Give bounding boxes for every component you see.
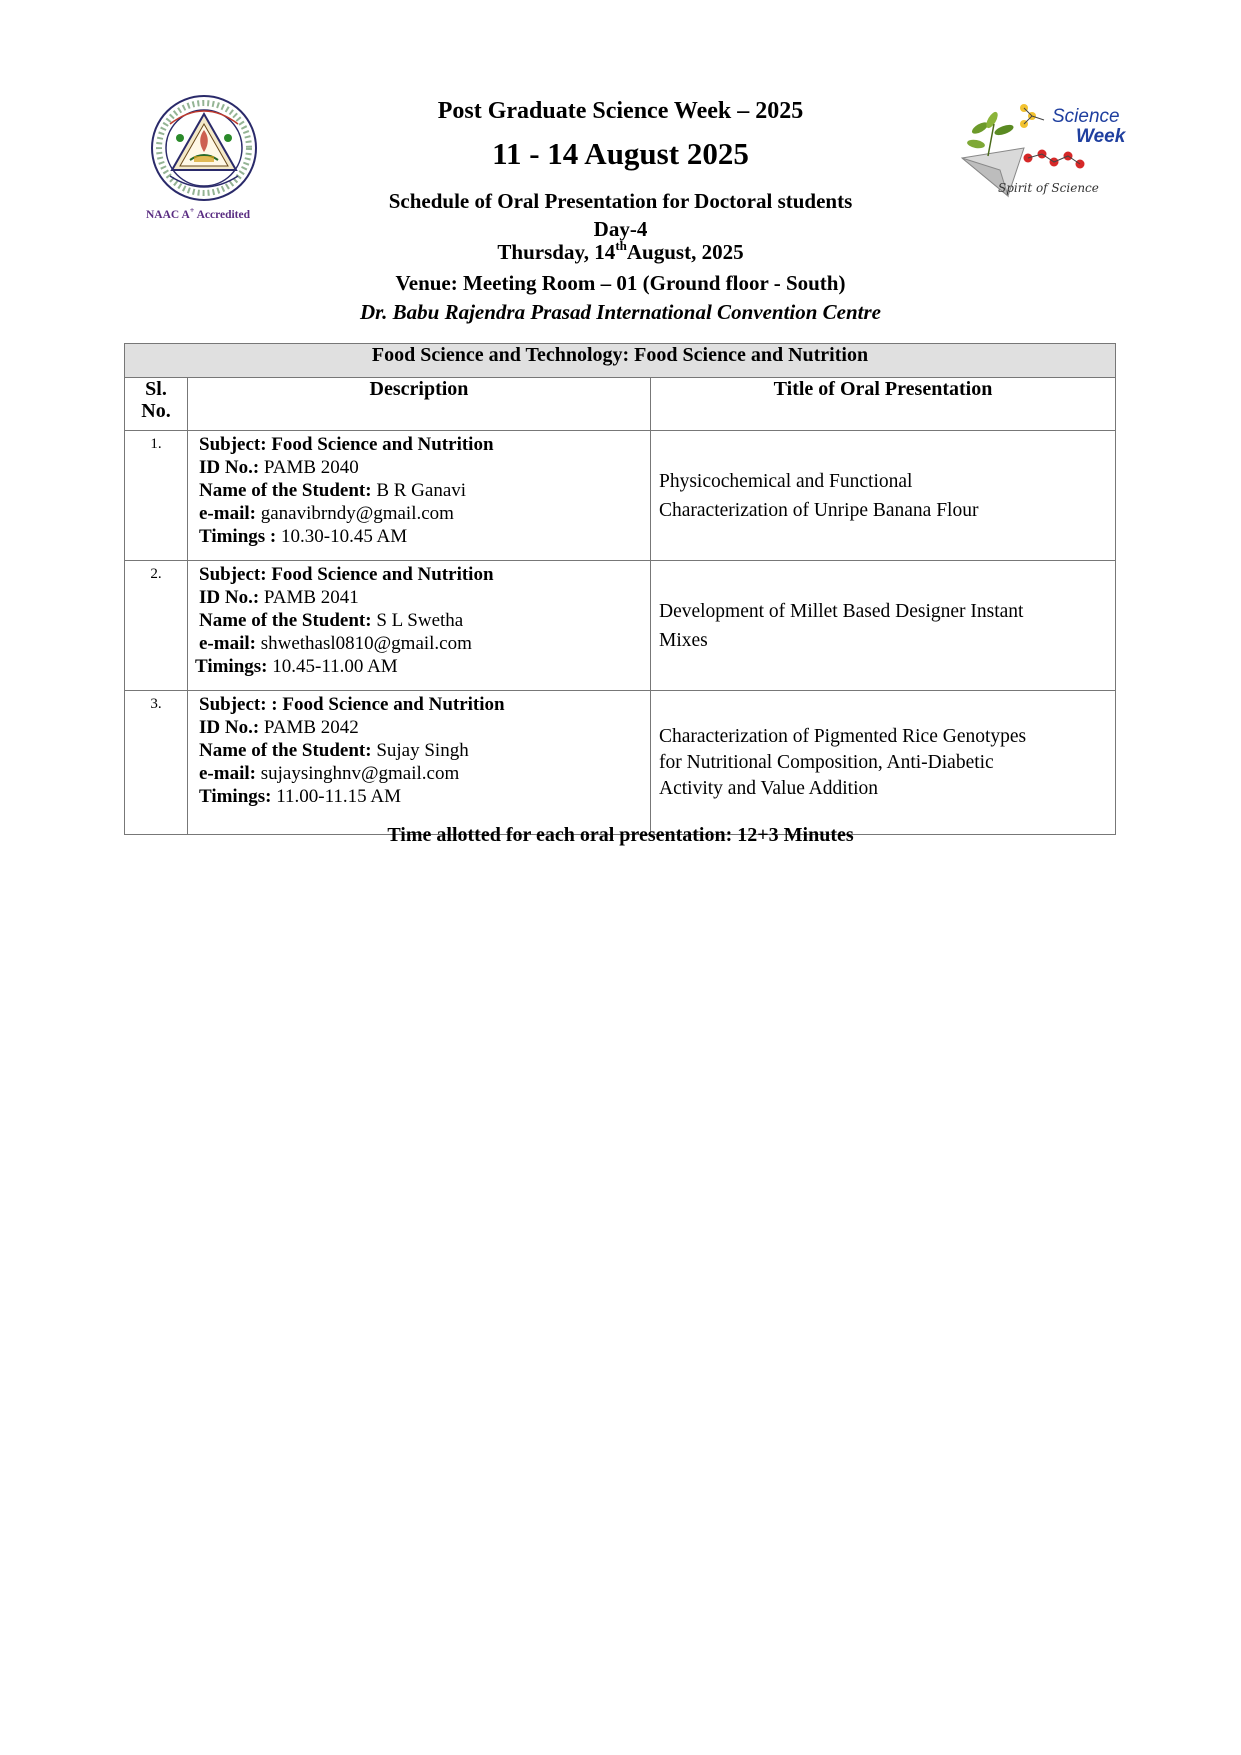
event-title: Post Graduate Science Week – 2025 bbox=[437, 98, 804, 124]
svg-text:Science: Science bbox=[1052, 106, 1120, 127]
serial-number: 3. bbox=[125, 691, 188, 835]
column-header-title: Title of Oral Presentation bbox=[651, 378, 1116, 431]
serial-number: 2. bbox=[125, 561, 188, 691]
column-header-sl: Sl. No. bbox=[125, 378, 188, 431]
convention-centre: Dr. Babu Rajendra Prasad International Convention Centre bbox=[359, 300, 882, 324]
naac-accreditation: NAAC A+ Accredited bbox=[146, 206, 251, 221]
table-row bbox=[125, 561, 1116, 691]
column-header-row bbox=[125, 378, 1116, 431]
svg-text:Week: Week bbox=[1076, 126, 1126, 147]
time-allotted-note: Time allotted for each oral presentation: 12+3 Minutes bbox=[387, 824, 854, 846]
presentation-title: Development of Millet Based Designer Instant Mixes bbox=[651, 561, 1116, 691]
description-cell: Subject: : Food Science and Nutrition ID No.: PAMB 2042 Name of the Student: Sujay Singh e-mail: sujaysinghnv@gmail.com Timings: 11.00-11.15 AM bbox=[188, 691, 651, 835]
description-cell: Subject: Food Science and Nutrition ID No.: PAMB 2041 Name of the Student: S L Swetha e-mail: shwethasl0810@gmail.com Timings: 10.45-11.00 AM bbox=[188, 561, 651, 691]
event-dates: 11 - 14 August 2025 bbox=[492, 136, 749, 171]
day-label: Day-4 bbox=[593, 217, 648, 241]
table-row bbox=[125, 431, 1116, 561]
session-date: Thursday, 14thAugust, 2025 bbox=[497, 238, 744, 264]
venue: Venue: Meeting Room – 01 (Ground floor - South) bbox=[395, 271, 846, 295]
presentation-title: Physicochemical and Functional Characterization of Unripe Banana Flour bbox=[651, 431, 1116, 561]
presentation-title: Characterization of Pigmented Rice Genotypes for Nutritional Composition, Anti-Diabetic Activity and Value Addition bbox=[651, 691, 1116, 835]
serial-number: 1. bbox=[125, 431, 188, 561]
schedule-heading: Schedule of Oral Presentation for Doctoral students bbox=[388, 189, 853, 213]
description-cell: Subject: Food Science and Nutrition ID No.: PAMB 2040 Name of the Student: B R Ganavi e-mail: ganavibrndy@gmail.com Timings : 10.30-10.45 AM bbox=[188, 431, 651, 561]
section-header-row bbox=[125, 344, 1116, 378]
table-row bbox=[125, 691, 1116, 835]
section-title: Food Science and Technology: Food Science and Nutrition bbox=[125, 344, 1116, 378]
column-header-description: Description bbox=[188, 378, 651, 431]
schedule-table bbox=[124, 343, 1116, 835]
svg-text:Spirit of Science: Spirit of Science bbox=[998, 181, 1099, 195]
